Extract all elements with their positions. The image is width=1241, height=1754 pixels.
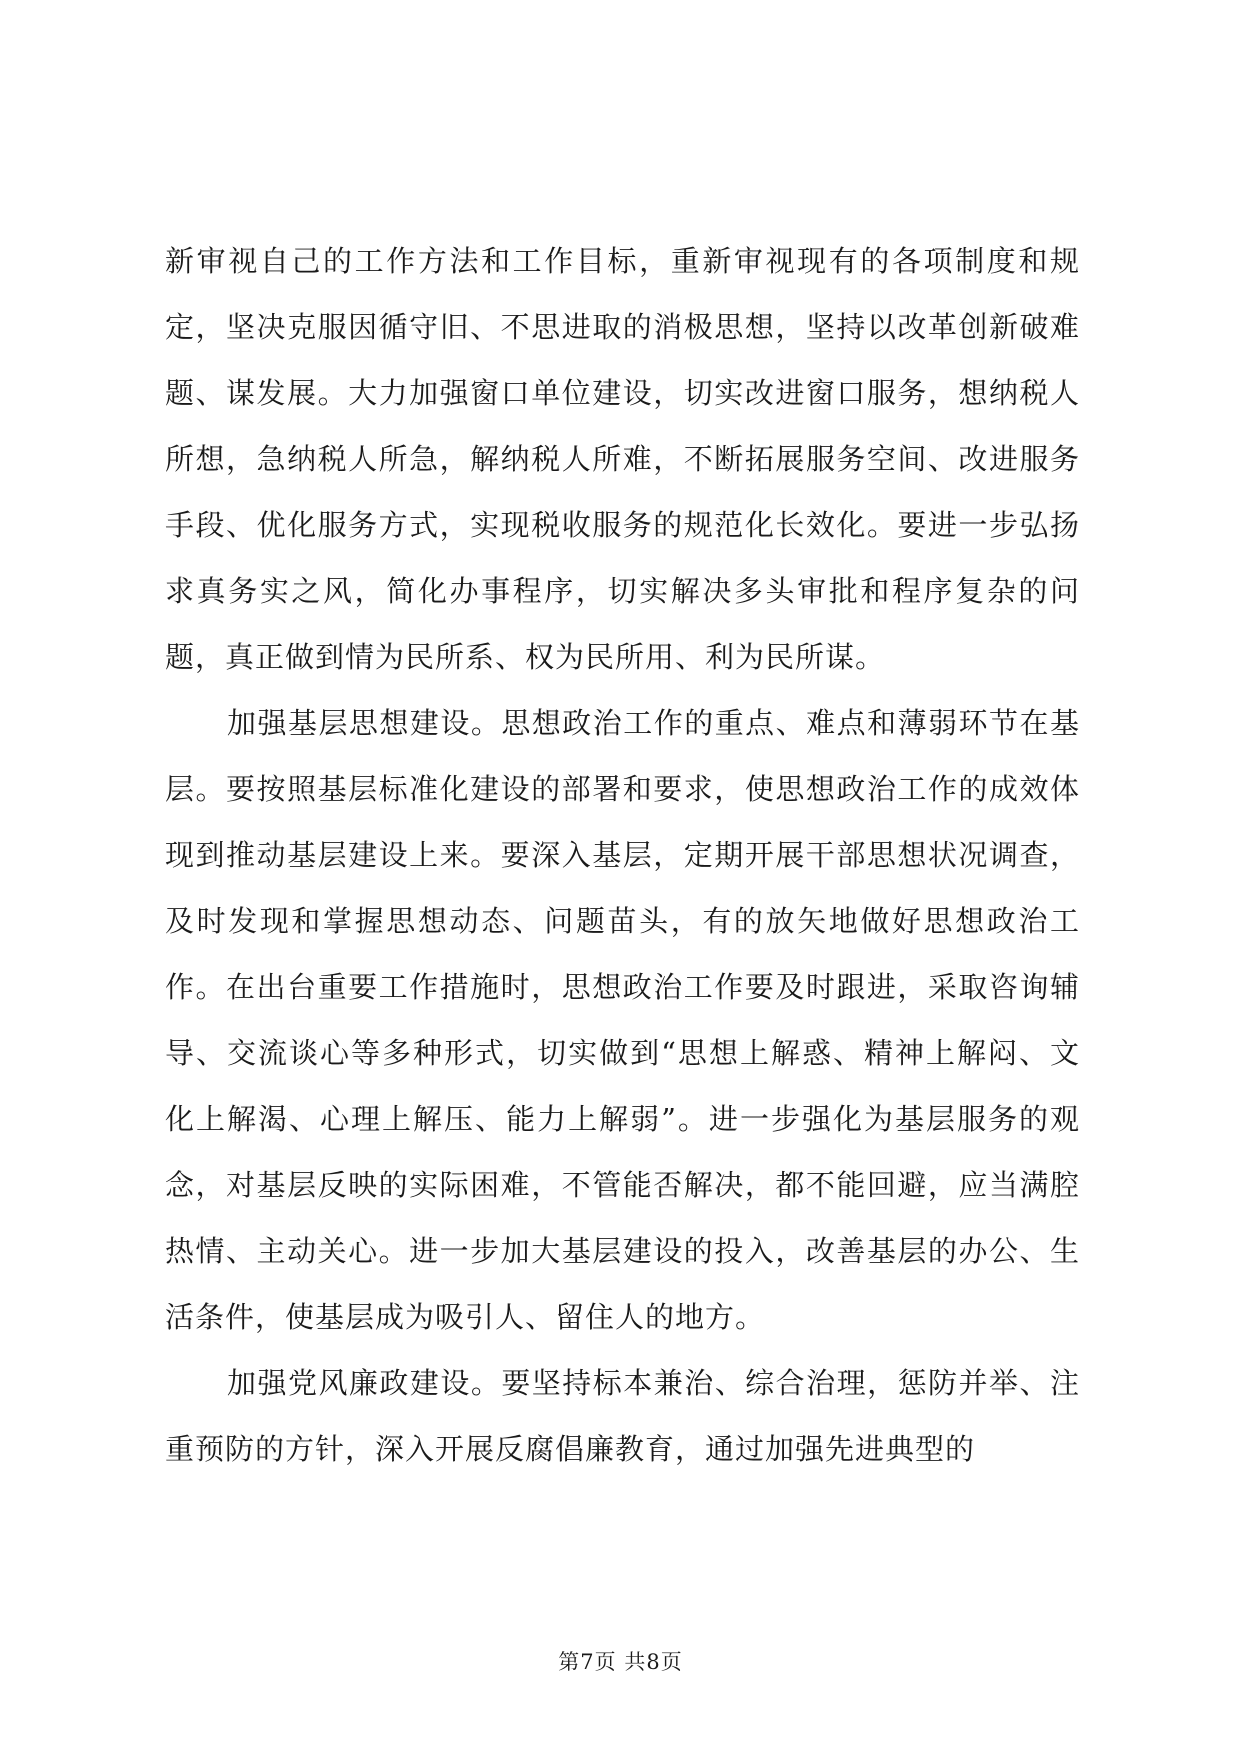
paragraph-continuation: 新审视自己的工作方法和工作目标，重新审视现有的各项制度和规定，坚决克服因循守旧、不思进取的消极思想，坚持以改革创新破难题、谋发展。大力加强窗口单位建设，切实改进窗口服务，想纳税人所想，急纳税人所急，解纳税人所难，不断拓展服务空间、改进服务手段、优化服务方式，实现税收服务的规范化长效化。要进一步弘扬求真务实之风，简化办事程序，切实解决多头审批和程序复杂的问题，真正做到情为民所系、权为民所用、利为民所谋。 [165,244,1080,674]
document-body [165,228,1080,1482]
paragraph-grassroots-ideology: 加强基层思想建设。思想政治工作的重点、难点和薄弱环节在基层。要按照基层标准化建设的部署和要求，使思想政治工作的成效体现到推动基层建设上来。要深入基层，定期开展干部思想状况调查，及时发现和掌握思想动态、问题苗头，有的放矢地做好思想政治工作。在出台重要工作措施时，思想政治工作要及时跟进，采取咨询辅导、交流谈心等多种形式，切实做到“思想上解惑、精神上解闷、文化上解渴、心理上解压、能力上解弱”。进一步强化为基层服务的观念，对基层反映的实际困难，不管能否解决，都不能回避，应当满腔热情、主动关心。进一步加大基层建设的投入，改善基层的办公、生活条件，使基层成为吸引人、留住人的地方。 [165,706,1080,1334]
page-number-footer: 第7页 共8页 [558,1650,683,1674]
paragraph-party-integrity: 加强党风廉政建设。要坚持标本兼治、综合治理，惩防并举、注重预防的方针，深入开展反腐倡廉教育，通过加强先进典型的 [165,1366,1080,1466]
